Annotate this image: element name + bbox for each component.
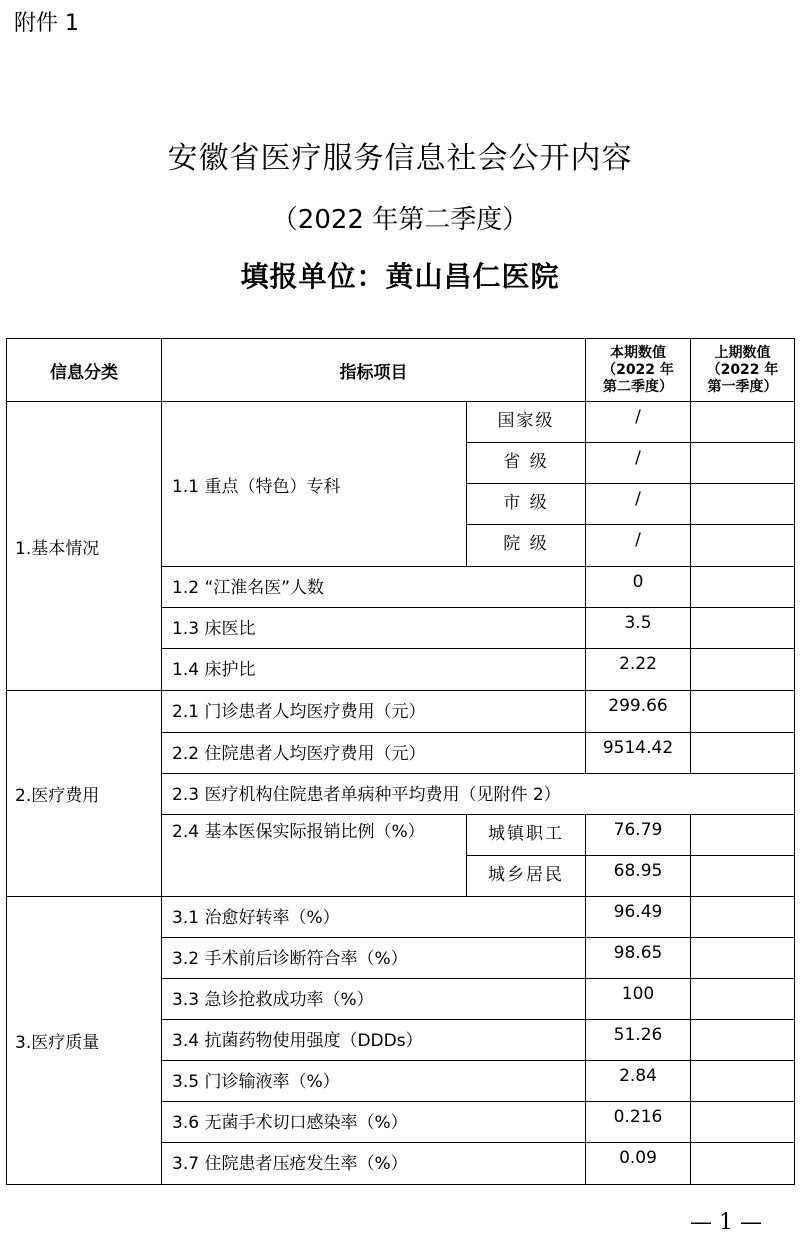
current-value: 299.66 (586, 691, 691, 733)
level-name: 市 级 (467, 484, 586, 525)
category-medical-quality: 3.医疗质量 (7, 897, 162, 1185)
current-value: 51.26 (586, 1020, 691, 1061)
current-value: 3.5 (586, 608, 691, 649)
table-row (7, 691, 795, 733)
previous-value (691, 1020, 795, 1061)
current-value: 98.65 (586, 938, 691, 979)
indicator-label: 1.3 床医比 (162, 608, 586, 649)
document-subtitle: （2022 年第二季度） (271, 205, 529, 235)
current-value: 0.09 (586, 1143, 691, 1185)
header-previous-period: 上期数值 （2022 年 第一季度） (691, 339, 795, 402)
category-medical-costs: 2.医疗费用 (7, 691, 162, 897)
indicator-label: 3.7 住院患者压疮发生率（%） (162, 1143, 586, 1185)
indicator-label: 2.1 门诊患者人均医疗费用（元） (162, 691, 586, 733)
current-value: 9514.42 (586, 733, 691, 774)
indicator-label: 2.2 住院患者人均医疗费用（元） (162, 733, 586, 774)
current-value: 100 (586, 979, 691, 1020)
indicator-label: 3.1 治愈好转率（%） (162, 897, 586, 938)
previous-value (691, 733, 795, 774)
level-name: 院 级 (467, 525, 586, 567)
level-name: 国家级 (467, 402, 586, 443)
page-number: — 1 — (690, 1210, 762, 1235)
table-row (7, 897, 795, 938)
previous-value (691, 938, 795, 979)
previous-value (691, 443, 795, 484)
previous-value (691, 649, 795, 691)
attachment-label: 附件 1 (14, 11, 79, 36)
level-name: 省 级 (467, 443, 586, 484)
previous-value (691, 484, 795, 525)
current-value: 76.79 (586, 815, 691, 856)
previous-value (691, 856, 795, 897)
previous-value (691, 1102, 795, 1143)
table-header-row (7, 339, 795, 402)
current-value: / (586, 402, 691, 443)
header-category: 信息分类 (7, 339, 162, 402)
disclosure-table (6, 338, 795, 1185)
indicator-single-disease-cost: 2.3 医疗机构住院患者单病种平均费用（见附件 2） (162, 774, 795, 815)
previous-value (691, 402, 795, 443)
header-indicator: 指标项目 (162, 339, 586, 402)
indicator-label: 3.4 抗菌药物使用强度（DDDs） (162, 1020, 586, 1061)
category-basic-info: 1.基本情况 (7, 402, 162, 691)
previous-value (691, 567, 795, 608)
insurance-type: 城乡居民 (467, 856, 586, 897)
header-current-period: 本期数值 （2022 年 第二季度） (586, 339, 691, 402)
current-value: / (586, 443, 691, 484)
previous-value (691, 815, 795, 856)
indicator-label: 3.6 无菌手术切口感染率（%） (162, 1102, 586, 1143)
current-value: / (586, 525, 691, 567)
current-value: 0 (586, 567, 691, 608)
indicator-label: 3.5 门诊输液率（%） (162, 1061, 586, 1102)
current-value: 96.49 (586, 897, 691, 938)
current-value: 2.22 (586, 649, 691, 691)
current-value: 0.216 (586, 1102, 691, 1143)
indicator-key-specialty: 1.1 重点（特色）专科 (162, 402, 467, 567)
current-value: / (586, 484, 691, 525)
previous-value (691, 608, 795, 649)
indicator-label: 3.3 急诊抢救成功率（%） (162, 979, 586, 1020)
document-title: 安徽省医疗服务信息社会公开内容 (167, 141, 633, 176)
previous-value (691, 1143, 795, 1185)
indicator-label: 1.2 “江淮名医”人数 (162, 567, 586, 608)
current-value: 68.95 (586, 856, 691, 897)
insurance-type: 城镇职工 (467, 815, 586, 856)
table-row (7, 402, 795, 443)
reporting-unit: 填报单位：黄山昌仁医院 (240, 260, 560, 293)
indicator-label: 1.4 床护比 (162, 649, 586, 691)
previous-value (691, 897, 795, 938)
previous-value (691, 691, 795, 733)
indicator-label: 3.2 手术前后诊断符合率（%） (162, 938, 586, 979)
previous-value (691, 1061, 795, 1102)
current-value: 2.84 (586, 1061, 691, 1102)
previous-value (691, 979, 795, 1020)
indicator-reimbursement-ratio: 2.4 基本医保实际报销比例（%） (162, 815, 467, 897)
previous-value (691, 525, 795, 567)
